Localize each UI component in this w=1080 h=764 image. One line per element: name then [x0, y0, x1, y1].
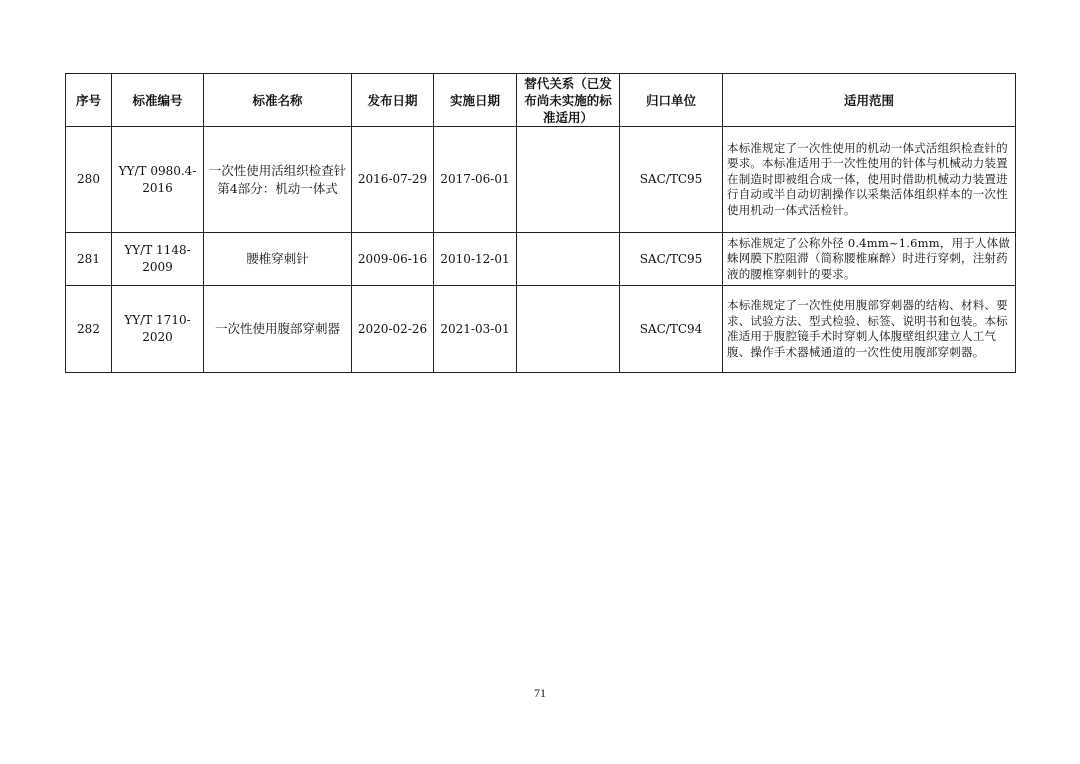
standards-table — [65, 73, 1016, 373]
cell-code: YY/T 1148-2009 — [112, 233, 204, 286]
cell-effective-date: 2017-06-01 — [434, 127, 517, 233]
table-header-row — [66, 74, 1016, 127]
page-number: 71 — [534, 686, 546, 700]
cell-code: YY/T 1710-2020 — [112, 286, 204, 373]
cell-seq: 281 — [66, 233, 112, 286]
header-publish-date: 发布日期 — [352, 74, 434, 127]
cell-replacement — [517, 233, 620, 286]
header-name: 标准名称 — [204, 74, 352, 127]
header-unit: 归口单位 — [620, 74, 723, 127]
cell-replacement — [517, 286, 620, 373]
header-replacement: 替代关系（已发布尚未实施的标准适用） — [517, 74, 620, 127]
header-code: 标准编号 — [112, 74, 204, 127]
cell-scope: 本标准规定了公称外径 0.4mm~1.6mm，用于人体做蛛网膜下腔阻滞（简称腰椎麻醉）时进行穿刺，注射药液的腰椎穿刺针的要求。 — [723, 233, 1016, 286]
table-row — [66, 286, 1016, 373]
cell-scope: 本标准规定了一次性使用腹部穿刺器的结构、材料、要求、试验方法、型式检验、标签、说明书和包装。本标准适用于腹腔镜手术时穿刺人体腹壁组织建立人工气腹、操作手术器械通道的一次性使用腹部穿刺器。 — [723, 286, 1016, 373]
cell-seq: 282 — [66, 286, 112, 373]
cell-name: 一次性使用活组织检查针 第4部分：机动一体式 — [204, 127, 352, 233]
cell-seq: 280 — [66, 127, 112, 233]
header-effective-date: 实施日期 — [434, 74, 517, 127]
cell-publish-date: 2016-07-29 — [352, 127, 434, 233]
cell-unit: SAC/TC94 — [620, 286, 723, 373]
cell-unit: SAC/TC95 — [620, 127, 723, 233]
header-seq: 序号 — [66, 74, 112, 127]
cell-replacement — [517, 127, 620, 233]
cell-publish-date: 2009-06-16 — [352, 233, 434, 286]
cell-unit: SAC/TC95 — [620, 233, 723, 286]
cell-name: 一次性使用腹部穿刺器 — [204, 286, 352, 373]
header-scope: 适用范围 — [723, 74, 1016, 127]
cell-publish-date: 2020-02-26 — [352, 286, 434, 373]
table-row — [66, 127, 1016, 233]
cell-effective-date: 2021-03-01 — [434, 286, 517, 373]
cell-effective-date: 2010-12-01 — [434, 233, 517, 286]
cell-code: YY/T 0980.4-2016 — [112, 127, 204, 233]
cell-name: 腰椎穿刺针 — [204, 233, 352, 286]
cell-scope: 本标准规定了一次性使用的机动一体式活组织检查针的要求。本标准适用于一次性使用的针体与机械动力装置在制造时即被组合成一体，使用时借助机械动力装置进行自动或半自动切割操作以采集活体组织样本的一次性使用机动一体式活检针。 — [723, 127, 1016, 233]
table-row — [66, 233, 1016, 286]
